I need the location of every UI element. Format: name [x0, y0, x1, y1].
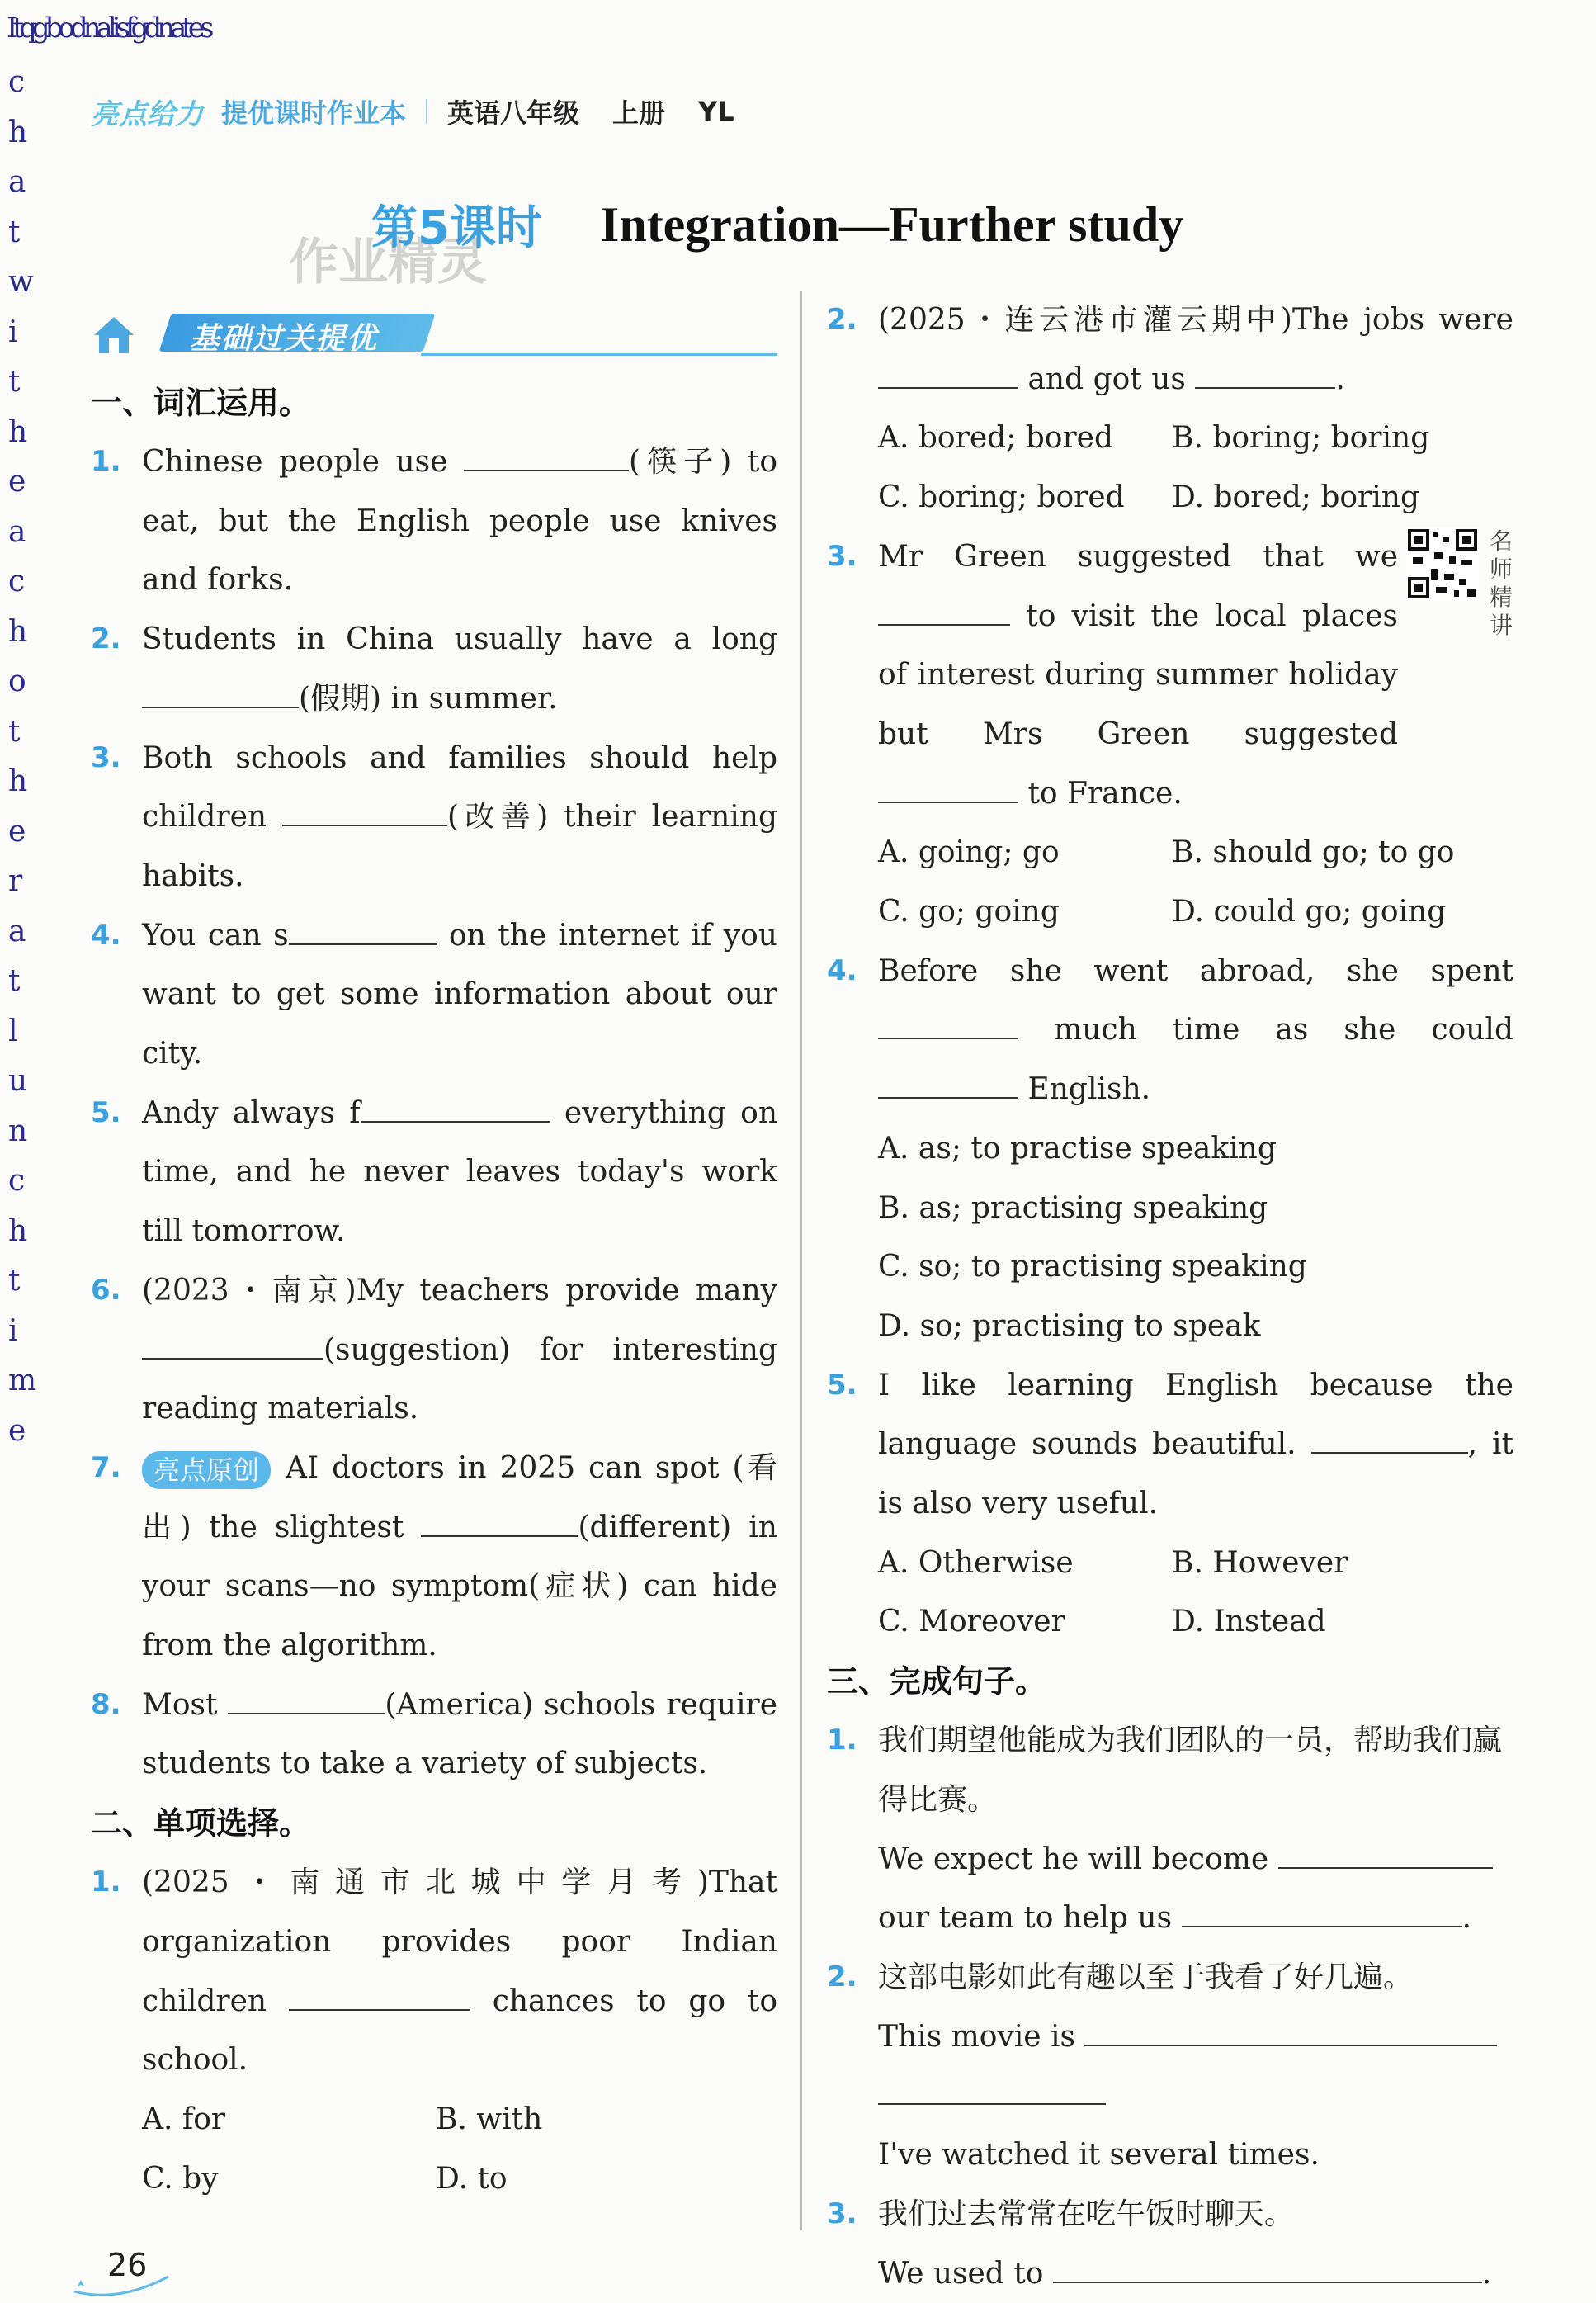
question-text: Mr Green suggested that we — [878, 539, 1398, 574]
brand-logo: 亮点给力 — [91, 97, 203, 131]
margin-letter: h — [8, 614, 28, 649]
answer-blank[interactable] — [464, 437, 629, 471]
section2-heading: 二、单项选择。 — [91, 1805, 311, 1842]
margin-letter: c — [8, 1164, 26, 1198]
answer-blank[interactable] — [1278, 1834, 1493, 1869]
option-a[interactable]: A. going; go — [878, 835, 1060, 870]
question-text: , it is also very useful. — [878, 1427, 1513, 1521]
options — [142, 2090, 777, 2208]
sentence-text: . — [1461, 1901, 1471, 1936]
answer-blank[interactable] — [142, 1325, 323, 1360]
translate-question-2 — [827, 1948, 1513, 2185]
question-body — [142, 906, 777, 1084]
margin-letter-column — [8, 58, 41, 1456]
question-body — [142, 1676, 777, 1794]
margin-letter: r — [8, 864, 23, 898]
margin-top-text: Itqgbodnalisfgdnates — [7, 12, 210, 45]
question-text: (suggestion) for interesting reading materials. — [142, 1332, 777, 1426]
question-number: 4. — [91, 918, 121, 952]
question-body — [142, 1261, 777, 1439]
sentence-completion-list — [827, 1711, 1513, 2303]
answer-blank[interactable] — [878, 591, 1010, 626]
question-text: . — [1335, 362, 1345, 396]
lesson-number: 第5课时 — [371, 201, 542, 255]
answer-blank[interactable] — [289, 910, 437, 945]
margin-letter: l — [8, 1014, 18, 1048]
option-b[interactable]: B. boring; boring — [1172, 421, 1430, 456]
question-body — [142, 433, 777, 610]
margin-letter: t — [8, 714, 21, 749]
answer-blank[interactable] — [289, 1976, 470, 2011]
question-number: 1. — [827, 1724, 857, 1757]
options — [878, 409, 1513, 527]
sentence-text: We expect he will become — [878, 1842, 1278, 1876]
question-text: everything on time, and he never leaves today's work till tomorrow. — [142, 1095, 778, 1249]
margin-letter: t — [8, 1264, 21, 1298]
question-text: I like learning English because the language sounds beautiful. — [878, 1368, 1513, 1462]
mc-question-1 — [91, 1853, 777, 2208]
mc-question-3 — [827, 527, 1513, 942]
section1-heading: 一、词汇运用。 — [91, 385, 311, 421]
original-tag: 亮点原创 — [142, 1451, 271, 1489]
translate-question-1 — [827, 1711, 1513, 1948]
question-number: 5. — [827, 1368, 857, 1402]
answer-blank[interactable] — [878, 768, 1018, 803]
margin-letter: i — [8, 1313, 18, 1348]
question-text: Andy always f — [142, 1095, 361, 1130]
question-text: (America) schools require students to take a variety of subjects. — [142, 1687, 778, 1781]
margin-letter: c — [8, 65, 26, 99]
question-text: (筷子) to eat, but the English people use knives and forks. — [142, 445, 777, 598]
question-number: 3. — [827, 2197, 857, 2230]
option-c[interactable]: C. by — [142, 2161, 219, 2196]
question-text: much time as she could — [1018, 1013, 1513, 1047]
chinese-sentence: 我们期望他能成为我们团队的一员，帮助我们赢得比赛。 — [878, 1724, 1503, 1817]
answer-blank[interactable] — [1311, 1419, 1468, 1454]
question-text: chances to go to school. — [142, 1984, 777, 2078]
margin-letter: h — [8, 115, 28, 149]
page-header — [91, 91, 734, 132]
question-text: on the internet if you want to get some information about our city. — [142, 918, 777, 1071]
option-b[interactable]: B. as; practising speaking — [878, 1190, 1268, 1225]
margin-letter: a — [8, 914, 26, 948]
question-text: (改善) their learning habits. — [142, 800, 778, 893]
margin-letter: t — [8, 365, 21, 399]
option-c[interactable]: C. Moreover — [878, 1605, 1065, 1639]
sentence-text: I've watched it several times. — [878, 2138, 1320, 2173]
question-text: AI doctors in 2025 can spot (看出) the slightest — [142, 1450, 777, 1544]
qr-code-icon[interactable] — [1406, 527, 1479, 600]
question-number: 2. — [827, 303, 857, 336]
vocab-question-2 — [91, 610, 777, 728]
question-text: (2025・南通市北城中学月考)That organization provides poor Indian children — [142, 1866, 777, 2018]
option-b[interactable]: B. with — [436, 2102, 543, 2136]
section-banner — [91, 305, 777, 360]
margin-letter: o — [8, 664, 26, 698]
answer-blank[interactable] — [1195, 354, 1335, 389]
answer-blank[interactable] — [282, 792, 447, 826]
question-text: (假期) in summer. — [299, 681, 558, 716]
lesson-name: Integration—Further study — [599, 196, 1184, 252]
margin-letter: c — [8, 565, 26, 598]
option-a[interactable]: A. bored; bored — [878, 421, 1114, 456]
option-d[interactable]: D. could go; going — [1172, 895, 1447, 929]
option-c[interactable]: C. so; to practising speaking — [878, 1250, 1307, 1284]
qr-label: 名师精讲 — [1489, 527, 1513, 639]
house-icon — [91, 310, 137, 357]
vocab-question-4 — [91, 906, 777, 1084]
option-d[interactable]: D. to — [436, 2161, 508, 2196]
vocab-question-6 — [91, 1261, 777, 1439]
question-number: 7. — [91, 1450, 121, 1484]
question-body — [142, 1084, 777, 1261]
margin-letter: n — [8, 1114, 28, 1148]
vocab-question-5 — [91, 1084, 777, 1261]
margin-letter: e — [8, 465, 26, 499]
question-text: (2025・连云港市灌云期中)The jobs were — [878, 303, 1513, 337]
margin-letter: h — [8, 764, 28, 798]
watermark-1: 作业精灵 — [289, 234, 487, 291]
margin-letter: t — [8, 215, 21, 249]
english-sentence — [878, 1830, 1513, 1948]
margin-letter: w — [8, 265, 34, 299]
option-c[interactable]: C. boring; bored — [878, 480, 1125, 515]
question-text: Chinese people use — [142, 445, 464, 479]
translate-question-3 — [827, 2185, 1513, 2303]
question-number: 8. — [91, 1687, 121, 1721]
answer-blank[interactable] — [1182, 1893, 1462, 1927]
margin-letter: a — [8, 165, 26, 199]
sentence-text: our team to help us — [878, 1901, 1182, 1936]
answer-blank[interactable] — [878, 354, 1018, 389]
question-text: to visit the local places of interest during summer holiday but Mrs Green suggested — [878, 598, 1398, 751]
english-sentence — [878, 2007, 1513, 2185]
mc-question-4 — [827, 942, 1513, 1356]
margin-letter: m — [8, 1364, 37, 1397]
answer-blank[interactable] — [228, 1680, 385, 1714]
vocab-question-3 — [91, 729, 777, 906]
answer-blank[interactable] — [1084, 2012, 1497, 2046]
question-number: 5. — [91, 1095, 121, 1129]
sentence-text: We used to — [878, 2256, 1053, 2291]
question-text: and got us — [1018, 362, 1196, 396]
margin-letter: t — [8, 964, 21, 998]
margin-letter: h — [8, 1213, 28, 1248]
banner-label: 基础过关提优 — [190, 322, 379, 356]
question-body — [142, 610, 777, 728]
margin-letter: u — [8, 1064, 28, 1098]
chinese-sentence: 我们过去常常在吃午饭时聊天。 — [878, 2197, 1295, 2231]
answer-blank[interactable] — [878, 1064, 1018, 1099]
vocab-question-8 — [91, 1676, 777, 1794]
chinese-sentence: 这部电影如此有趣以至于我看了好几遍。 — [878, 1960, 1414, 1994]
question-body — [142, 729, 777, 906]
banner-line — [421, 353, 777, 356]
answer-blank[interactable] — [361, 1088, 550, 1123]
question-text: English. — [1018, 1072, 1151, 1107]
answer-blank[interactable] — [878, 2070, 1106, 2105]
left-column — [91, 373, 777, 2208]
subject-grade: 英语八年级 — [447, 97, 580, 129]
question-number: 2. — [91, 622, 121, 656]
question-text: Students in China usually have a long — [142, 622, 777, 657]
margin-letter: e — [8, 1413, 26, 1448]
mc-question-5 — [827, 1356, 1513, 1653]
option-a[interactable]: A. as; to practise speaking — [878, 1131, 1277, 1166]
sentence-text: This movie is — [878, 2019, 1085, 2054]
question-text: Both schools and families should help children — [142, 740, 777, 835]
header-divider — [426, 99, 427, 124]
english-sentence — [878, 2244, 1513, 2303]
vocab-list — [91, 433, 777, 1794]
option-a[interactable]: A. for — [142, 2102, 226, 2136]
question-number: 4. — [827, 953, 857, 987]
option-c[interactable]: C. go; going — [878, 895, 1060, 929]
vocab-question-1 — [91, 433, 777, 610]
options — [878, 823, 1513, 941]
margin-letter: i — [8, 314, 18, 349]
answer-blank[interactable] — [142, 674, 299, 708]
question-number: 1. — [91, 1866, 121, 1899]
margin-letter: e — [8, 814, 26, 849]
edition: YL — [698, 96, 734, 127]
margin-letter: a — [8, 514, 26, 549]
page-number: 26 — [107, 2247, 148, 2283]
option-d[interactable]: D. so; practising to speak — [878, 1308, 1261, 1343]
options — [878, 1534, 1513, 1652]
question-number: 3. — [827, 539, 857, 573]
option-a[interactable]: A. Otherwise — [878, 1545, 1074, 1580]
question-number: 1. — [91, 445, 121, 478]
question-text: Most — [142, 1687, 229, 1722]
question-text: You can s — [142, 918, 289, 953]
question-text: Before she went abroad, she spent — [878, 953, 1513, 988]
answer-blank[interactable] — [421, 1502, 578, 1537]
option-d[interactable]: D. bored; boring — [1172, 480, 1419, 515]
column-divider — [800, 291, 802, 2230]
question-text: to France. — [1018, 776, 1183, 811]
lesson-title — [371, 192, 1183, 258]
volume: 上册 — [612, 97, 666, 129]
mc-question-2 — [827, 291, 1513, 527]
question-text: (2023・南京)My teachers provide many — [142, 1273, 777, 1308]
options — [878, 1119, 1513, 1356]
question-text: (different) in your scans—no symptom(症状) can hide from the algorithm. — [142, 1510, 777, 1663]
right-column — [827, 291, 1513, 2303]
answer-blank[interactable] — [1053, 2249, 1482, 2283]
question-number: 3. — [91, 740, 121, 774]
vocab-question-7 — [91, 1439, 777, 1676]
section3-heading: 三、完成句子。 — [827, 1663, 1047, 1700]
question-number: 2. — [827, 1960, 857, 1993]
sentence-text: . — [1481, 2256, 1492, 2291]
option-d[interactable]: D. Instead — [1172, 1605, 1326, 1639]
question-body — [142, 1439, 777, 1676]
option-b[interactable]: B. should go; to go — [1172, 835, 1455, 870]
question-number: 6. — [91, 1273, 121, 1307]
answer-blank[interactable] — [878, 1005, 1018, 1039]
series-name: 提优课时作业本 — [221, 97, 407, 129]
option-b[interactable]: B. However — [1172, 1545, 1348, 1580]
margin-letter: h — [8, 414, 28, 449]
